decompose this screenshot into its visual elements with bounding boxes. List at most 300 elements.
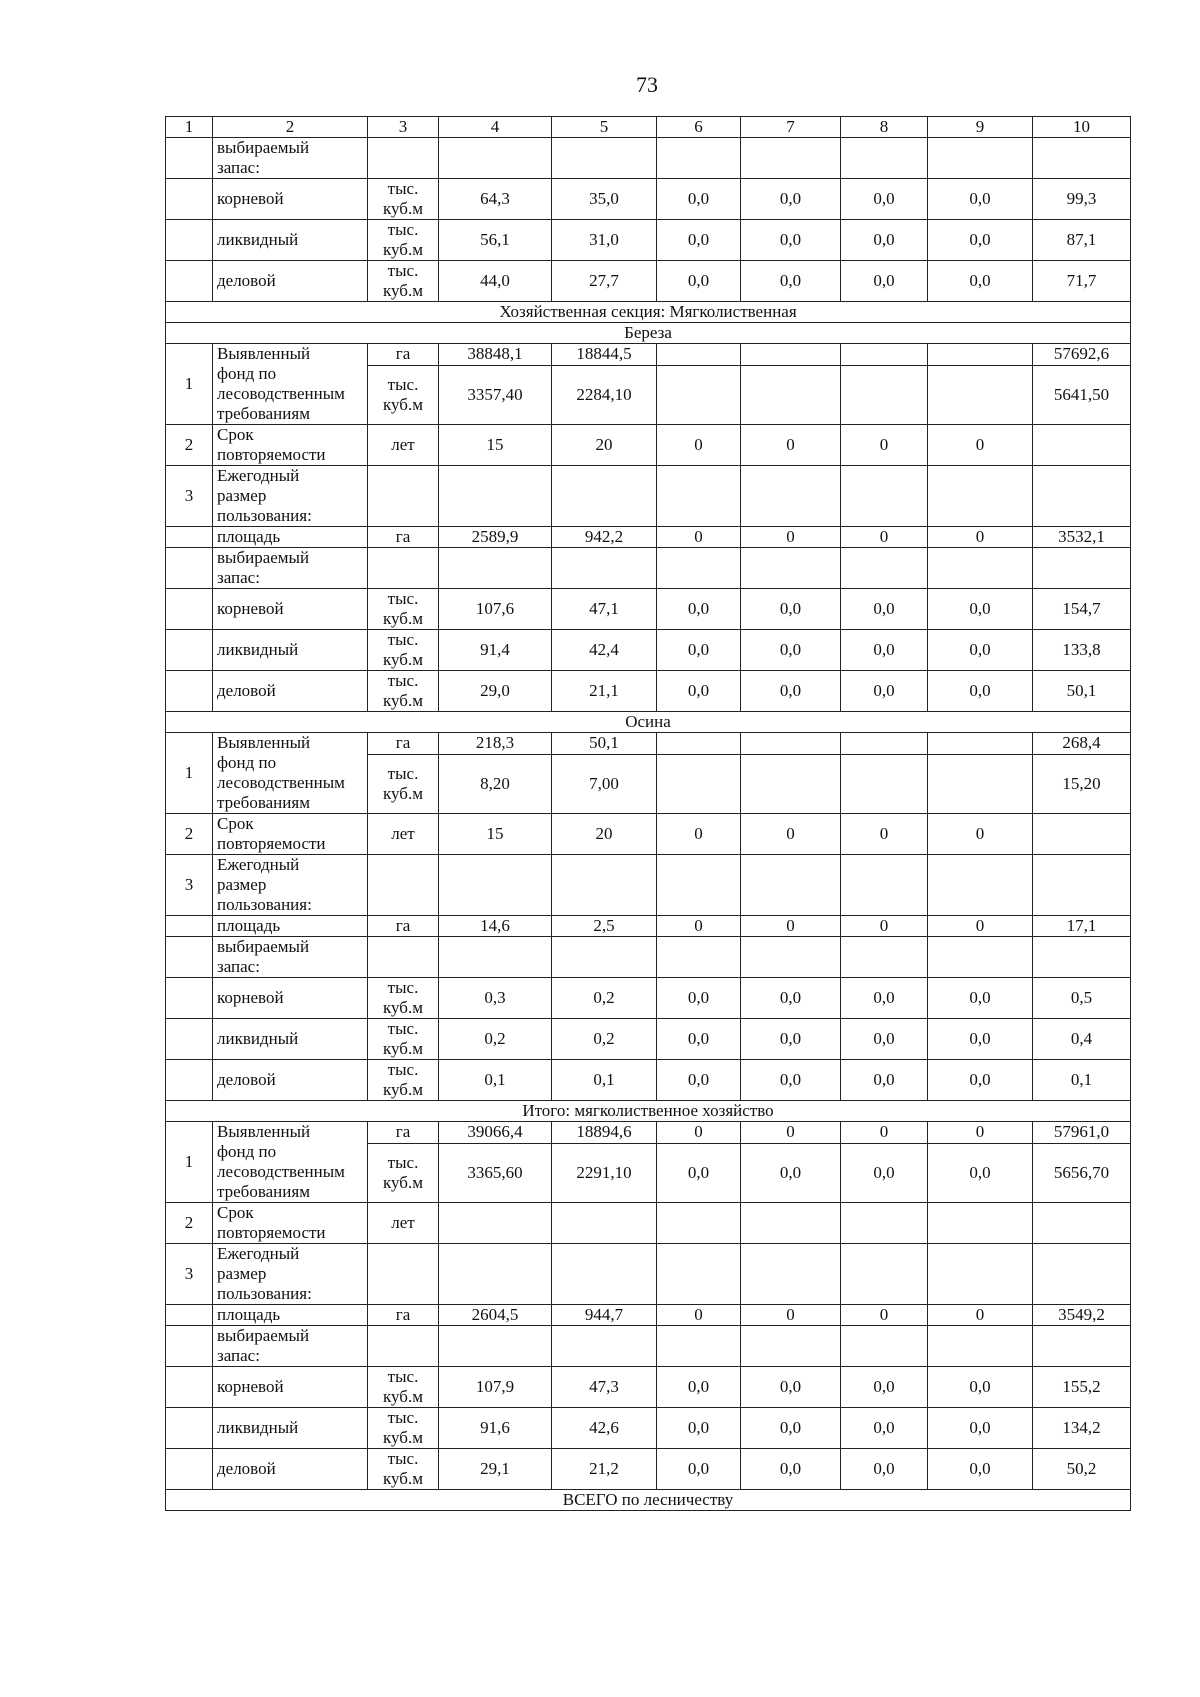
value-cell: 268,4	[1033, 733, 1131, 755]
value-cell	[841, 548, 928, 589]
value-cell: 0,0	[841, 220, 928, 261]
table-row	[166, 630, 1131, 671]
value-cell	[841, 344, 928, 366]
section-title: ВСЕГО по лесничеству	[166, 1490, 1131, 1511]
row-label: площадь	[213, 527, 368, 548]
table-row	[166, 220, 1131, 261]
column-number-6: 6	[657, 117, 741, 138]
value-cell	[657, 344, 741, 366]
row-label: деловой	[213, 671, 368, 712]
value-cell	[928, 1326, 1033, 1367]
value-cell: 0,0	[741, 978, 841, 1019]
value-cell: 47,3	[552, 1367, 657, 1408]
row-label: ликвидный	[213, 220, 368, 261]
value-cell: 42,4	[552, 630, 657, 671]
row-label: Срок повторяемости	[213, 425, 368, 466]
row-number: 3	[166, 855, 213, 916]
table-row	[166, 916, 1131, 937]
column-number-7: 7	[741, 117, 841, 138]
unit-cell: тыс. куб.м	[368, 220, 439, 261]
value-cell: 0	[741, 1122, 841, 1144]
section-title: Итого: мягколиственное хозяйство	[166, 1101, 1131, 1122]
value-cell	[741, 733, 841, 755]
value-cell: 0,0	[841, 1449, 928, 1490]
table-row	[166, 1367, 1131, 1408]
value-cell: 21,2	[552, 1449, 657, 1490]
value-cell: 0,0	[741, 179, 841, 220]
value-cell	[439, 1326, 552, 1367]
value-cell: 2589,9	[439, 527, 552, 548]
value-cell: 0,0	[657, 1367, 741, 1408]
row-number	[166, 937, 213, 978]
value-cell: 0,0	[928, 671, 1033, 712]
value-cell: 18844,5	[552, 344, 657, 366]
row-number	[166, 527, 213, 548]
column-number-5: 5	[552, 117, 657, 138]
value-cell: 0	[841, 916, 928, 937]
value-cell: 0,4	[1033, 1019, 1131, 1060]
value-cell	[1033, 937, 1131, 978]
value-cell: 0,0	[657, 1060, 741, 1101]
value-cell: 31,0	[552, 220, 657, 261]
value-cell: 15	[439, 814, 552, 855]
value-cell: 0,0	[928, 978, 1033, 1019]
value-cell: 0,2	[552, 1019, 657, 1060]
row-label: деловой	[213, 261, 368, 302]
value-cell: 0	[841, 814, 928, 855]
value-cell	[657, 138, 741, 179]
value-cell: 91,6	[439, 1408, 552, 1449]
value-cell: 0	[841, 1122, 928, 1144]
table-row	[166, 179, 1131, 220]
value-cell	[439, 548, 552, 589]
value-cell: 0,0	[741, 1060, 841, 1101]
value-cell: 107,6	[439, 589, 552, 630]
value-cell: 0	[928, 814, 1033, 855]
value-cell	[657, 754, 741, 813]
unit-cell	[368, 548, 439, 589]
table-row	[166, 425, 1131, 466]
value-cell: 50,1	[552, 733, 657, 755]
value-cell: 99,3	[1033, 179, 1131, 220]
value-cell: 0	[657, 425, 741, 466]
value-cell	[928, 1203, 1033, 1244]
value-cell: 0,0	[841, 589, 928, 630]
section-row	[166, 323, 1131, 344]
table-row	[166, 1060, 1131, 1101]
value-cell	[741, 466, 841, 527]
value-cell: 0,0	[841, 1060, 928, 1101]
value-cell: 0,0	[928, 589, 1033, 630]
value-cell: 107,9	[439, 1367, 552, 1408]
row-label: Ежегодный размер пользования:	[213, 1244, 368, 1305]
value-cell: 0	[657, 814, 741, 855]
unit-cell: га	[368, 916, 439, 937]
row-number	[166, 220, 213, 261]
value-cell: 0,0	[841, 1019, 928, 1060]
unit-cell: тыс. куб.м	[368, 365, 439, 424]
value-cell	[741, 548, 841, 589]
row-label: выбираемый запас:	[213, 548, 368, 589]
table-row	[166, 261, 1131, 302]
column-number-8: 8	[841, 117, 928, 138]
row-number	[166, 179, 213, 220]
value-cell: 0,5	[1033, 978, 1131, 1019]
table-row	[166, 978, 1131, 1019]
value-cell: 42,6	[552, 1408, 657, 1449]
value-cell: 133,8	[1033, 630, 1131, 671]
value-cell: 3357,40	[439, 365, 552, 424]
unit-cell	[368, 1244, 439, 1305]
value-cell	[741, 138, 841, 179]
unit-cell: лет	[368, 814, 439, 855]
value-cell: 3532,1	[1033, 527, 1131, 548]
row-number	[166, 548, 213, 589]
value-cell	[552, 855, 657, 916]
value-cell: 0	[841, 527, 928, 548]
table-row	[166, 937, 1131, 978]
value-cell: 0,0	[928, 220, 1033, 261]
unit-cell: тыс. куб.м	[368, 179, 439, 220]
value-cell	[552, 548, 657, 589]
value-cell: 0	[841, 425, 928, 466]
table-row	[166, 733, 1131, 755]
value-cell: 154,7	[1033, 589, 1131, 630]
unit-cell: тыс. куб.м	[368, 1449, 439, 1490]
row-label: выбираемый запас:	[213, 138, 368, 179]
value-cell: 0,0	[928, 1019, 1033, 1060]
value-cell: 17,1	[1033, 916, 1131, 937]
value-cell	[928, 733, 1033, 755]
value-cell: 18894,6	[552, 1122, 657, 1144]
unit-cell	[368, 466, 439, 527]
value-cell: 0,0	[657, 179, 741, 220]
value-cell	[1033, 548, 1131, 589]
value-cell	[841, 1244, 928, 1305]
unit-cell: тыс. куб.м	[368, 1408, 439, 1449]
value-cell	[657, 1326, 741, 1367]
value-cell: 0,0	[741, 1019, 841, 1060]
value-cell: 0,0	[841, 1143, 928, 1202]
row-label: выбираемый запас:	[213, 1326, 368, 1367]
value-cell: 218,3	[439, 733, 552, 755]
value-cell: 0,0	[657, 261, 741, 302]
table-row	[166, 589, 1131, 630]
unit-cell: тыс. куб.м	[368, 754, 439, 813]
value-cell	[439, 138, 552, 179]
value-cell	[552, 937, 657, 978]
value-cell: 0,0	[928, 630, 1033, 671]
value-cell	[841, 1203, 928, 1244]
row-number: 2	[166, 425, 213, 466]
value-cell: 2604,5	[439, 1305, 552, 1326]
row-number	[166, 1326, 213, 1367]
value-cell	[928, 548, 1033, 589]
value-cell: 0,0	[928, 1060, 1033, 1101]
unit-cell	[368, 937, 439, 978]
row-number: 1	[166, 1122, 213, 1203]
value-cell: 29,1	[439, 1449, 552, 1490]
value-cell: 2284,10	[552, 365, 657, 424]
value-cell: 0,0	[741, 630, 841, 671]
value-cell: 29,0	[439, 671, 552, 712]
table-row	[166, 855, 1131, 916]
value-cell: 0,2	[552, 978, 657, 1019]
value-cell: 0,0	[928, 1367, 1033, 1408]
row-label: деловой	[213, 1449, 368, 1490]
value-cell: 0,0	[841, 630, 928, 671]
row-label: корневой	[213, 1367, 368, 1408]
column-number-1: 1	[166, 117, 213, 138]
section-row	[166, 1101, 1131, 1122]
value-cell: 942,2	[552, 527, 657, 548]
value-cell	[928, 466, 1033, 527]
value-cell: 2291,10	[552, 1143, 657, 1202]
value-cell: 0,0	[657, 589, 741, 630]
value-cell	[1033, 138, 1131, 179]
value-cell: 0,0	[657, 1143, 741, 1202]
unit-cell: тыс. куб.м	[368, 671, 439, 712]
value-cell: 134,2	[1033, 1408, 1131, 1449]
value-cell	[1033, 466, 1131, 527]
section-row	[166, 1490, 1131, 1511]
value-cell: 0,0	[657, 978, 741, 1019]
value-cell	[841, 138, 928, 179]
row-label: ликвидный	[213, 1408, 368, 1449]
value-cell	[657, 466, 741, 527]
value-cell	[1033, 1244, 1131, 1305]
unit-cell: лет	[368, 425, 439, 466]
column-number-9: 9	[928, 117, 1033, 138]
table-row	[166, 814, 1131, 855]
value-cell	[439, 1203, 552, 1244]
value-cell: 0	[741, 916, 841, 937]
table-row	[166, 1244, 1131, 1305]
value-cell: 0,0	[657, 1449, 741, 1490]
value-cell: 15	[439, 425, 552, 466]
table-row	[166, 671, 1131, 712]
unit-cell: тыс. куб.м	[368, 1060, 439, 1101]
value-cell: 0,0	[657, 1019, 741, 1060]
value-cell: 47,1	[552, 589, 657, 630]
unit-cell: тыс. куб.м	[368, 1019, 439, 1060]
value-cell	[1033, 814, 1131, 855]
value-cell	[1033, 1326, 1131, 1367]
row-label: Срок повторяемости	[213, 1203, 368, 1244]
value-cell: 56,1	[439, 220, 552, 261]
row-label: Ежегодный размер пользования:	[213, 466, 368, 527]
row-number	[166, 261, 213, 302]
value-cell	[741, 855, 841, 916]
value-cell: 0,0	[928, 1408, 1033, 1449]
value-cell: 0,0	[741, 1408, 841, 1449]
value-cell	[439, 466, 552, 527]
value-cell	[552, 1244, 657, 1305]
value-cell: 44,0	[439, 261, 552, 302]
row-number	[166, 1449, 213, 1490]
table-row	[166, 527, 1131, 548]
unit-cell	[368, 1326, 439, 1367]
value-cell	[928, 1244, 1033, 1305]
value-cell: 0	[928, 425, 1033, 466]
value-cell	[841, 855, 928, 916]
table-row	[166, 138, 1131, 179]
value-cell: 50,2	[1033, 1449, 1131, 1490]
value-cell	[1033, 855, 1131, 916]
unit-cell: га	[368, 1122, 439, 1144]
section-title: Береза	[166, 323, 1131, 344]
row-label: выбираемый запас:	[213, 937, 368, 978]
unit-cell: га	[368, 733, 439, 755]
row-number	[166, 916, 213, 937]
row-label: деловой	[213, 1060, 368, 1101]
value-cell: 0,0	[741, 1449, 841, 1490]
value-cell	[928, 855, 1033, 916]
value-cell	[552, 1203, 657, 1244]
table-body	[166, 117, 1131, 1511]
header-row	[166, 117, 1131, 138]
value-cell: 0	[741, 814, 841, 855]
row-label: площадь	[213, 1305, 368, 1326]
row-number	[166, 630, 213, 671]
value-cell: 0,0	[741, 589, 841, 630]
value-cell	[928, 937, 1033, 978]
column-number-3: 3	[368, 117, 439, 138]
value-cell: 0	[657, 527, 741, 548]
value-cell: 0	[928, 527, 1033, 548]
unit-cell: тыс. куб.м	[368, 1143, 439, 1202]
row-number	[166, 1367, 213, 1408]
value-cell: 0	[841, 1305, 928, 1326]
column-number-10: 10	[1033, 117, 1131, 138]
value-cell: 15,20	[1033, 754, 1131, 813]
value-cell: 0	[928, 916, 1033, 937]
value-cell	[741, 1326, 841, 1367]
value-cell: 64,3	[439, 179, 552, 220]
section-title: Хозяйственная секция: Мягколиственная	[166, 302, 1131, 323]
value-cell: 0,1	[439, 1060, 552, 1101]
unit-cell: га	[368, 527, 439, 548]
row-label: корневой	[213, 589, 368, 630]
value-cell: 0,0	[928, 261, 1033, 302]
column-number-2: 2	[213, 117, 368, 138]
value-cell: 2,5	[552, 916, 657, 937]
table-row	[166, 466, 1131, 527]
row-number: 3	[166, 1244, 213, 1305]
value-cell	[928, 138, 1033, 179]
value-cell	[657, 1244, 741, 1305]
value-cell	[657, 937, 741, 978]
value-cell: 0,0	[657, 1408, 741, 1449]
value-cell: 0,0	[841, 261, 928, 302]
row-label: Срок повторяемости	[213, 814, 368, 855]
value-cell: 0	[657, 1122, 741, 1144]
row-number	[166, 671, 213, 712]
value-cell: 0,1	[1033, 1060, 1131, 1101]
value-cell: 0	[741, 527, 841, 548]
unit-cell: тыс. куб.м	[368, 978, 439, 1019]
value-cell	[928, 365, 1033, 424]
value-cell	[841, 733, 928, 755]
value-cell	[657, 733, 741, 755]
row-number	[166, 1305, 213, 1326]
row-label: Выявленный фонд по лесоводственным требованиям	[213, 344, 368, 425]
value-cell: 20	[552, 814, 657, 855]
unit-cell: га	[368, 344, 439, 366]
value-cell: 0,0	[657, 220, 741, 261]
value-cell: 944,7	[552, 1305, 657, 1326]
value-cell: 0,0	[657, 671, 741, 712]
row-number	[166, 138, 213, 179]
value-cell: 27,7	[552, 261, 657, 302]
value-cell: 57692,6	[1033, 344, 1131, 366]
value-cell: 0,0	[741, 1143, 841, 1202]
value-cell	[841, 1326, 928, 1367]
value-cell: 21,1	[552, 671, 657, 712]
value-cell	[841, 365, 928, 424]
row-label: ликвидный	[213, 1019, 368, 1060]
value-cell	[928, 754, 1033, 813]
value-cell: 3365,60	[439, 1143, 552, 1202]
value-cell: 0,0	[841, 1408, 928, 1449]
value-cell: 0	[928, 1122, 1033, 1144]
value-cell: 50,1	[1033, 671, 1131, 712]
value-cell: 39066,4	[439, 1122, 552, 1144]
value-cell: 0,0	[841, 978, 928, 1019]
unit-cell: тыс. куб.м	[368, 1367, 439, 1408]
unit-cell	[368, 138, 439, 179]
value-cell	[741, 754, 841, 813]
value-cell: 0,2	[439, 1019, 552, 1060]
value-cell	[741, 1244, 841, 1305]
row-number: 3	[166, 466, 213, 527]
value-cell: 0	[657, 916, 741, 937]
table-row	[166, 1305, 1131, 1326]
row-label: корневой	[213, 179, 368, 220]
unit-cell: лет	[368, 1203, 439, 1244]
value-cell: 71,7	[1033, 261, 1131, 302]
row-number	[166, 589, 213, 630]
row-number	[166, 1060, 213, 1101]
value-cell	[439, 1244, 552, 1305]
value-cell: 0,3	[439, 978, 552, 1019]
table-row	[166, 548, 1131, 589]
row-number: 2	[166, 1203, 213, 1244]
value-cell: 0,0	[928, 1449, 1033, 1490]
value-cell	[439, 855, 552, 916]
section-title: Осина	[166, 712, 1131, 733]
value-cell: 5656,70	[1033, 1143, 1131, 1202]
row-label: Выявленный фонд по лесоводственным требованиям	[213, 733, 368, 814]
row-number: 1	[166, 344, 213, 425]
row-number: 1	[166, 733, 213, 814]
row-label: Выявленный фонд по лесоводственным требованиям	[213, 1122, 368, 1203]
value-cell: 14,6	[439, 916, 552, 937]
value-cell: 8,20	[439, 754, 552, 813]
value-cell: 0,0	[928, 179, 1033, 220]
row-label: корневой	[213, 978, 368, 1019]
value-cell: 0	[657, 1305, 741, 1326]
unit-cell: тыс. куб.м	[368, 630, 439, 671]
unit-cell: тыс. куб.м	[368, 589, 439, 630]
row-label: ликвидный	[213, 630, 368, 671]
value-cell	[552, 1326, 657, 1367]
value-cell: 0,0	[841, 179, 928, 220]
page-number: 73	[636, 72, 658, 97]
value-cell: 7,00	[552, 754, 657, 813]
value-cell	[741, 937, 841, 978]
value-cell: 0	[741, 1305, 841, 1326]
